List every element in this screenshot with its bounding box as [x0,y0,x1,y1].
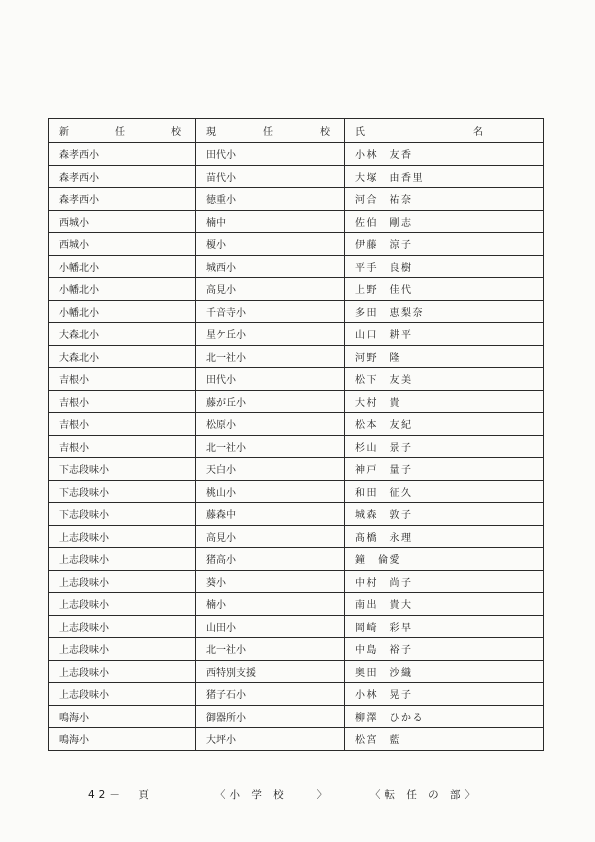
new-school-cell: 大森北小 [49,345,196,368]
name-cell: 小林 友香 [345,143,544,166]
name-cell: 伊藤 涼子 [345,233,544,256]
current-school-cell: 徳重小 [196,188,345,211]
name-cell: 奥田 沙織 [345,660,544,683]
current-school-cell: 高見小 [196,525,345,548]
current-school-cell: 榎小 [196,233,345,256]
new-school-cell: 上志段味小 [49,593,196,616]
table-row [49,368,544,391]
name-cell: 上野 佳代 [345,278,544,301]
new-school-cell: 小幡北小 [49,278,196,301]
table-row [49,413,544,436]
current-school-cell: 城西小 [196,255,345,278]
name-cell: 佐伯 剛志 [345,210,544,233]
name-cell: 松本 友紀 [345,413,544,436]
table-header-row [49,119,544,143]
new-school-cell: 鳴海小 [49,705,196,728]
name-cell: 南出 貴大 [345,593,544,616]
current-school-cell: 桃山小 [196,480,345,503]
new-school-cell: 上志段味小 [49,615,196,638]
new-school-cell: 上志段味小 [49,638,196,661]
table-row [49,480,544,503]
new-school-cell: 西城小 [49,233,196,256]
current-school-cell: 高見小 [196,278,345,301]
table-row [49,435,544,458]
name-cell: 神戸 量子 [345,458,544,481]
new-school-cell: 上志段味小 [49,548,196,571]
new-school-cell: 吉根小 [49,368,196,391]
table-row [49,233,544,256]
current-school-cell: 御器所小 [196,705,345,728]
current-school-cell: 北一社小 [196,435,345,458]
table-row [49,345,544,368]
new-school-cell: 上志段味小 [49,525,196,548]
header-current-school: 現 任 校 [196,119,345,143]
table-row [49,660,544,683]
current-school-cell: 藤森中 [196,503,345,526]
table-row [49,705,544,728]
table-row [49,615,544,638]
table-row [49,390,544,413]
table-row [49,548,544,571]
new-school-cell: 下志段味小 [49,480,196,503]
current-school-cell: 松原小 [196,413,345,436]
name-cell: 中島 裕子 [345,638,544,661]
new-school-cell: 小幡北小 [49,255,196,278]
new-school-cell: 上志段味小 [49,570,196,593]
name-cell: 平手 良樹 [345,255,544,278]
name-cell: 大村 貴 [345,390,544,413]
name-cell: 柳澤 ひかる [345,705,544,728]
name-cell: 和田 征久 [345,480,544,503]
name-cell: 鐘 倫愛 [345,548,544,571]
new-school-cell: 上志段味小 [49,660,196,683]
current-school-cell: 北一社小 [196,345,345,368]
table-row [49,165,544,188]
new-school-cell: 鳴海小 [49,728,196,751]
current-school-cell: 藤が丘小 [196,390,345,413]
table-row [49,188,544,211]
name-cell: 松下 友美 [345,368,544,391]
table-row [49,728,544,751]
current-school-cell: 星ケ丘小 [196,323,345,346]
current-school-cell: 天白小 [196,458,345,481]
new-school-cell: 森孝西小 [49,188,196,211]
current-school-cell: 楠小 [196,593,345,616]
name-cell: 河合 祐奈 [345,188,544,211]
name-cell: 小林 晃子 [345,683,544,706]
new-school-cell: 吉根小 [49,413,196,436]
table-row [49,683,544,706]
new-school-cell: 下志段味小 [49,458,196,481]
new-school-cell: 森孝西小 [49,143,196,166]
table-row [49,503,544,526]
school-category: 〈小 学 校 〉 [215,789,332,801]
new-school-cell: 吉根小 [49,390,196,413]
current-school-cell: 田代小 [196,143,345,166]
table-row [49,255,544,278]
page-number: 42－ 頁 [88,789,153,801]
current-school-cell: 田代小 [196,368,345,391]
table-row [49,570,544,593]
current-school-cell: 千音寺小 [196,300,345,323]
name-cell: 杉山 景子 [345,435,544,458]
name-cell: 中村 尚子 [345,570,544,593]
table-row [49,458,544,481]
new-school-cell: 吉根小 [49,435,196,458]
current-school-cell: 山田小 [196,615,345,638]
table-row [49,300,544,323]
name-cell: 山口 耕平 [345,323,544,346]
name-cell: 松宮 藍 [345,728,544,751]
table-row [49,210,544,233]
name-cell: 多田 恵梨奈 [345,300,544,323]
header-name: 氏 名 [345,119,544,143]
header-new-school: 新 任 校 [49,119,196,143]
table-body [49,143,544,751]
name-cell: 岡崎 彩早 [345,615,544,638]
new-school-cell: 小幡北小 [49,300,196,323]
page-footer [0,787,595,803]
name-cell: 髙橋 永理 [345,525,544,548]
new-school-cell: 大森北小 [49,323,196,346]
name-cell: 河野 隆 [345,345,544,368]
current-school-cell: 猪子石小 [196,683,345,706]
current-school-cell: 楠中 [196,210,345,233]
current-school-cell: 葵小 [196,570,345,593]
table-row [49,278,544,301]
current-school-cell: 北一社小 [196,638,345,661]
table-row [49,638,544,661]
table-row [49,525,544,548]
new-school-cell: 下志段味小 [49,503,196,526]
new-school-cell: 上志段味小 [49,683,196,706]
new-school-cell: 西城小 [49,210,196,233]
current-school-cell: 大坪小 [196,728,345,751]
current-school-cell: 苗代小 [196,165,345,188]
table-row [49,593,544,616]
current-school-cell: 西特別支援 [196,660,345,683]
table-row [49,323,544,346]
name-cell: 大塚 由香里 [345,165,544,188]
new-school-cell: 森孝西小 [49,165,196,188]
table-row [49,143,544,166]
section-label: 〈転 任 の 部〉 [370,789,480,801]
name-cell: 城森 敦子 [345,503,544,526]
current-school-cell: 猪高小 [196,548,345,571]
transfer-roster-table [48,118,544,751]
